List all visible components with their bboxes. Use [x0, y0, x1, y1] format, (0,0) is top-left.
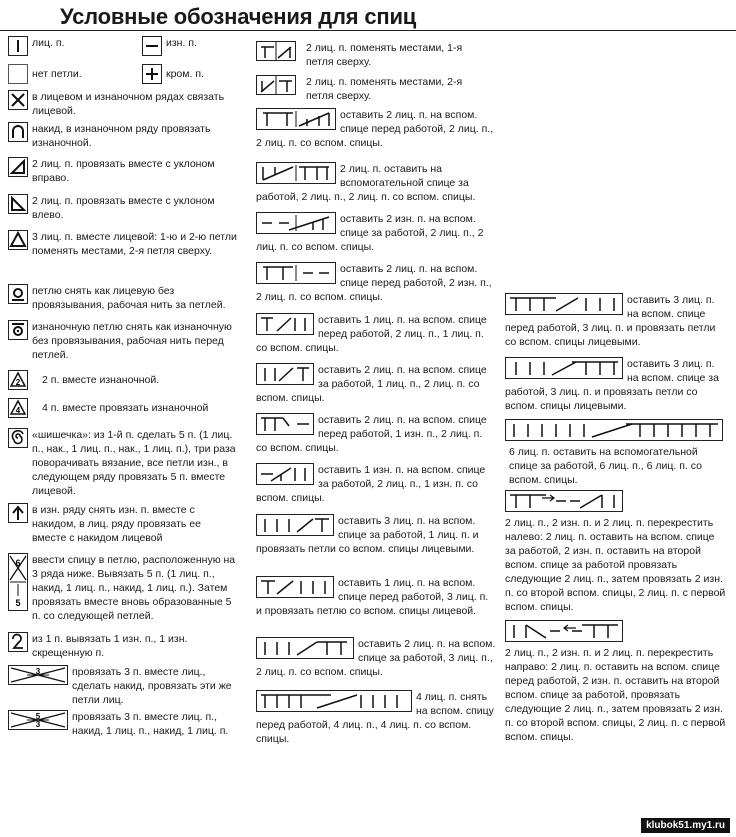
- decrease-right-icon: [8, 157, 28, 177]
- legend-cable-1-2-front: оставить 1 лиц. п. на вспом. спице перед работой, 2 лиц. п., 1 лиц. п. со вспом. спицы.: [256, 314, 487, 354]
- legend-k2tog-left: 2 лиц. п. провязать вместе с уклоном влево.: [8, 194, 238, 222]
- cable-8-front-icon: [256, 690, 412, 712]
- legend-cable-2-2-back: 2 лиц. п. оставить на вспомогательной спице за работой, 2 лиц. п., 2 лиц. п. со вспом. спицы.: [256, 163, 476, 203]
- legend-slip-with-yo: в изн. ряду снять изн. п. вместе с накидом, в лиц. ряду провязать ее вместе с накидом лицевой: [8, 503, 238, 545]
- legend-cross-right: 2 лиц. п., 2 изн. п. и 2 лиц. п. перекрестить направо: 2 лиц. п. оставить на вспом. спице перед работой, 2 изн. п. оставить на второй вспом. спице за работой, провязать следующие 2 лиц. п., затем провязать 2 изн. п. со второй вспом. спицы, 2 лиц. п. с первой вспом. спицы.: [505, 620, 727, 744]
- elongated-top-number: 6: [15, 558, 21, 568]
- legend-cable-1p-back: оставить 1 изн. п. на вспом. спице за работой, 2 лиц. п., 1 изн. п. со вспом. спицы.: [256, 464, 486, 504]
- legend-no-stitch: нет петли.: [8, 64, 138, 84]
- legend-purl-twisted: из 1 п. вывязать 1 изн. п., 1 изн. скрещенную п.: [8, 632, 238, 660]
- p4tog-icon: [8, 398, 28, 418]
- five-from-three-icon: [8, 710, 68, 730]
- legend-3tog-5: 5 3 провязать 3 п. вместе лиц. п., накид, 1 лиц. п., накид, 1 лиц. п.: [8, 710, 240, 738]
- legend-cable-1-1-right: 2 лиц. п. поменять местами, 2-я петля сверху.: [256, 75, 491, 103]
- legend-cable-2-3-back: оставить 2 лиц. п. на вспом. спице за работой, 3 лиц. п., 2 лиц. п. со вспом. спицы.: [256, 638, 496, 678]
- bobble-spiral-icon: [8, 428, 28, 448]
- legend-cable-2k-1p-front: оставить 2 лиц. п. на вспом. спице перед работой, 1 изн. п., 2 лиц. п. со вспом. спицы.: [256, 414, 487, 454]
- legend-cable-3-3-front: оставить 3 лиц. п. на вспом. спице перед работой, 3 лиц. п. и провязать петли со вспом. спицы лицевыми.: [505, 294, 716, 348]
- three-tog-cross-icon: [8, 665, 68, 685]
- title-underline: [0, 30, 736, 31]
- cross-6-left-icon: [505, 490, 623, 512]
- cable-2k-1p-front-icon: [256, 413, 314, 435]
- cable-2-right-icon: [256, 75, 296, 95]
- legend-edge: кром. п.: [142, 64, 242, 84]
- p2tog-icon: [8, 370, 28, 390]
- legend-cable-4-4: 4 лиц. п. снять на вспом. спицу перед работой, 4 лиц. п., 4 лиц. п. со вспом. спицы.: [256, 691, 494, 745]
- cross-x-icon: [8, 90, 28, 110]
- yarn-over-icon: [8, 122, 28, 142]
- legend-3tog-yo: 3 провязать 3 п. вместе лиц., сделать накид, провязать эти же петли лиц.: [8, 665, 240, 707]
- cable-3-front-icon: [256, 313, 314, 335]
- legend-slip-knitwise: петлю снять как лицевую без провязывания, рабочая нить за петлей.: [8, 284, 238, 312]
- legend-purl: изн. п.: [142, 36, 242, 56]
- legend-k2tog-right: 2 лиц. п. провязать вместе с уклоном вправо.: [8, 157, 238, 185]
- cable-1p-back-icon: [256, 463, 314, 485]
- legend-cable-6-6: 6 лиц. п. оставить на вспомогательной спице за работой, 6 лиц. п., 6 лиц. п. со вспом. спицы.: [505, 419, 727, 487]
- legend-p4tog: 4 4 п. вместе провязать изнаночной: [8, 398, 248, 418]
- legend-crossed-knit: в лицевом и изнаночном рядах связать лицевой.: [8, 90, 238, 118]
- legend-knit: лиц. п.: [8, 36, 128, 56]
- legend-yarn-over: накид, в изнаночном ряду провязать изнаночной.: [8, 122, 238, 150]
- three-tog-number: 3: [35, 667, 41, 676]
- cable-12-back-icon: [505, 419, 723, 441]
- elongated-stitch-icon: [8, 553, 28, 611]
- cable-4-back-icon: [256, 162, 336, 184]
- legend-cable-2-2-front: оставить 2 лиц. п. на вспом. спице перед работой, 2 лиц. п., 2 лиц. п. со вспом. спицы.: [256, 109, 494, 149]
- legend-p2tog: 2 2 п. вместе изнаночной.: [8, 370, 238, 390]
- legend-bobble: «шишечка»: из 1-й п. сделать 5 п. (1 лиц. п., нак., 1 лиц. п., нак., 1 лиц. п.), три раза поворачивать вязание, все петли изн., в следующем ряду провязать 5 п. вместе лицевой.: [8, 428, 240, 498]
- cable-6-front-icon: [505, 293, 623, 315]
- cross-6-right-icon: [505, 620, 623, 642]
- five-from-three-top-number: 5: [35, 712, 41, 721]
- five-from-three-bottom-number: 3: [35, 720, 41, 729]
- empty-cell-icon: [8, 64, 28, 84]
- p4tog-number: 4: [15, 406, 21, 415]
- slip-knit-icon: [8, 284, 28, 304]
- cable-5-back-icon: [256, 637, 354, 659]
- legend-cable-3-1-back: оставить 3 лиц. п. на вспом. спице за работой, 1 лиц. п. и провязать петли со вспом. спицы лицевыми.: [256, 515, 479, 555]
- cable-3-1-back-icon: [256, 514, 334, 536]
- legend-k3tog: 3 лиц. п. вместе лицевой: 1-ю и 2-ю петли поменять местами, 2-я петля сверху.: [8, 230, 238, 258]
- legend-slip-purlwise: изнаночную петлю снять как изнаночную без провязывания, рабочая нить перед петлей.: [8, 320, 238, 362]
- purl-stitch-icon: [142, 36, 162, 56]
- cable-4-front-icon: [256, 108, 336, 130]
- legend-cable-1-3-front: оставить 1 лиц. п. на вспом. спице перед работой, 3 лиц. п. и провязать петлю со вспом. спицы лицевой.: [256, 577, 489, 617]
- page-title: Условные обозначения для спиц: [60, 4, 417, 29]
- legend-cross-left: 2 лиц. п., 2 изн. п. и 2 лиц. п. перекрестить налево: 2 лиц. п. оставить на вспом. спице за работой, 2 изн. п. оставить на второй вспом. спице за работой провязать следующие 2 лиц. п., затем провязать 2 изн. п. со второй вспом. спицы, 2 лиц. п. с первой вспом. спицы.: [505, 490, 727, 614]
- legend-cable-1-1-left: 2 лиц. п. поменять местами, 1-я петля сверху.: [256, 41, 491, 69]
- legend-elongated: 6 5 ввести спицу в петлю, расположенную на 3 ряда ниже. Вывязать 5 п. (1 лиц. п., накид, 1 лиц. п., накид, 1 лиц. п.). Затем провязать вместе вновь образованные 5 п. со следующей петлей.: [8, 553, 240, 623]
- edge-stitch-icon: [142, 64, 162, 84]
- knit-stitch-icon: [8, 36, 28, 56]
- triangle-icon: [8, 230, 28, 250]
- slip-purl-icon: [8, 320, 28, 340]
- arrow-up-icon: [8, 503, 28, 523]
- cable-1-3-front-icon: [256, 576, 334, 598]
- twisted-purl-icon: [8, 632, 28, 652]
- legend-cable-2p-back: оставить 2 изн. п. на вспом. спице за работой, 2 лиц. п., 2 лиц. п. со вспом. спицы.: [256, 213, 484, 253]
- legend-cable-2-1-back: оставить 2 лиц. п. на вспом. спице за работой, 1 лиц. п., 2 лиц. п. со вспом. спицы.: [256, 364, 487, 404]
- elongated-bottom-number: 5: [15, 598, 21, 608]
- cable-purl-back-icon: [256, 212, 336, 234]
- cable-knit-front-purl-icon: [256, 262, 336, 284]
- p2tog-number: 2: [15, 378, 21, 387]
- legend-cable-3-3-back: оставить 3 лиц. п. на вспом. спице за работой, 3 лиц. п. и провязать петли со вспом. спицы лицевыми.: [505, 358, 719, 412]
- legend-cable-2k-front-purl: оставить 2 лиц. п. на вспом. спице перед работой, 2 изн. п., 2 лиц. п. со вспом. спицы.: [256, 263, 492, 303]
- watermark: klubok51.my1.ru: [641, 818, 730, 833]
- cable-2-left-icon: [256, 41, 296, 61]
- cable-3-back-icon: [256, 363, 314, 385]
- decrease-left-icon: [8, 194, 28, 214]
- cable-6-back-icon: [505, 357, 623, 379]
